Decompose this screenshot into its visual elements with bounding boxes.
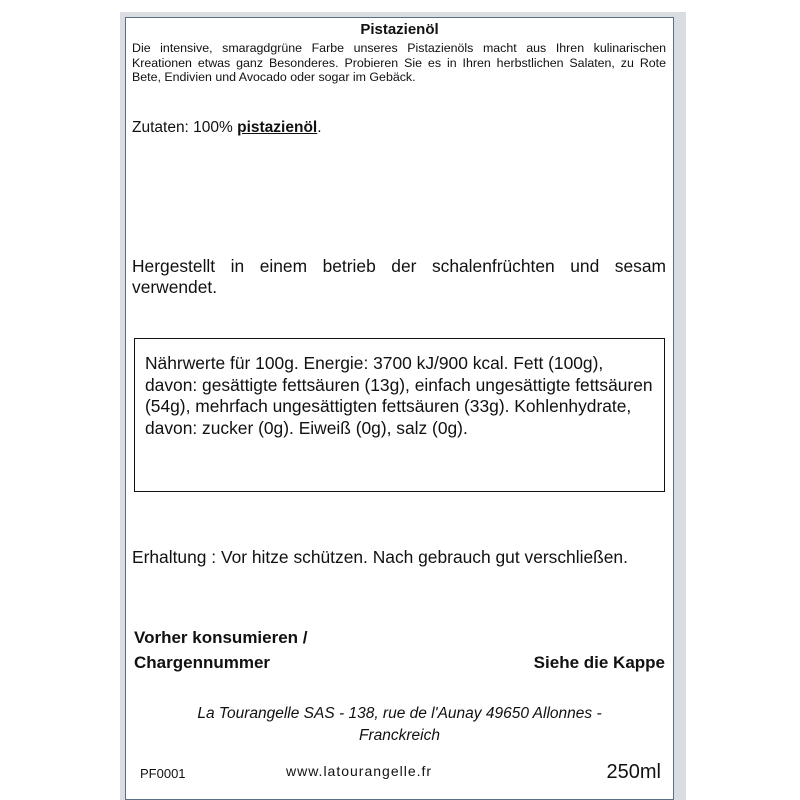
manufacturer-address — [126, 703, 673, 747]
ingredients-suffix: . — [317, 119, 322, 136]
product-description: Die intensive, smaragdgrüne Farbe unseres Pistazienöls macht aus Ihren kulinarischen Kreationen etwas ganz Besonderes. Probieren Sie es in Ihren herbstlichen Salaten, zu Rote Bete, Endivien und Avocado oder sogar im Gebäck. — [132, 41, 666, 85]
nutrition-box — [134, 338, 665, 492]
ingredient-item: pistazienöl — [237, 119, 318, 136]
address-line1: La Tourangelle SAS - 138, rue de l'Aunay 49650 Allonnes - — [197, 705, 602, 722]
ingredients-prefix: Zutaten: 100% — [132, 119, 238, 136]
storage-instructions: Erhaltung : Vor hitze schützen. Nach gebrauch gut verschließen. — [132, 547, 628, 567]
best-before-value: Siehe die Kappe — [533, 653, 665, 672]
product-title: Pistazienöl — [360, 21, 439, 38]
best-before-label-line2: Chargennummer — [134, 653, 271, 672]
ingredients-line — [132, 119, 322, 137]
product-label — [125, 17, 674, 800]
volume: 250ml — [606, 761, 661, 783]
address-line2: Franckreich — [359, 727, 440, 744]
website-link[interactable]: www.latourangelle.fr — [286, 763, 433, 779]
allergen-note: Hergestellt in einem betrieb der schalenfrüchten und sesam verwendet. — [132, 256, 666, 297]
nutrition-text: Nährwerte für 100g. Energie: 3700 kJ/900 kcal. Fett (100g), davon: gesättigte fettsäuren (13g), einfach ungesättigte fettsäuren (54g), mehrfach ungesättigten fettsäuren (33g). Kohlenhydrate, davon: zucker (0g). Eiweiß (0g), salz (0g). — [145, 353, 653, 438]
best-before-label — [134, 625, 308, 675]
product-code: PF0001 — [140, 766, 186, 781]
best-before-label-line1: Vorher konsumieren / — [134, 628, 308, 647]
